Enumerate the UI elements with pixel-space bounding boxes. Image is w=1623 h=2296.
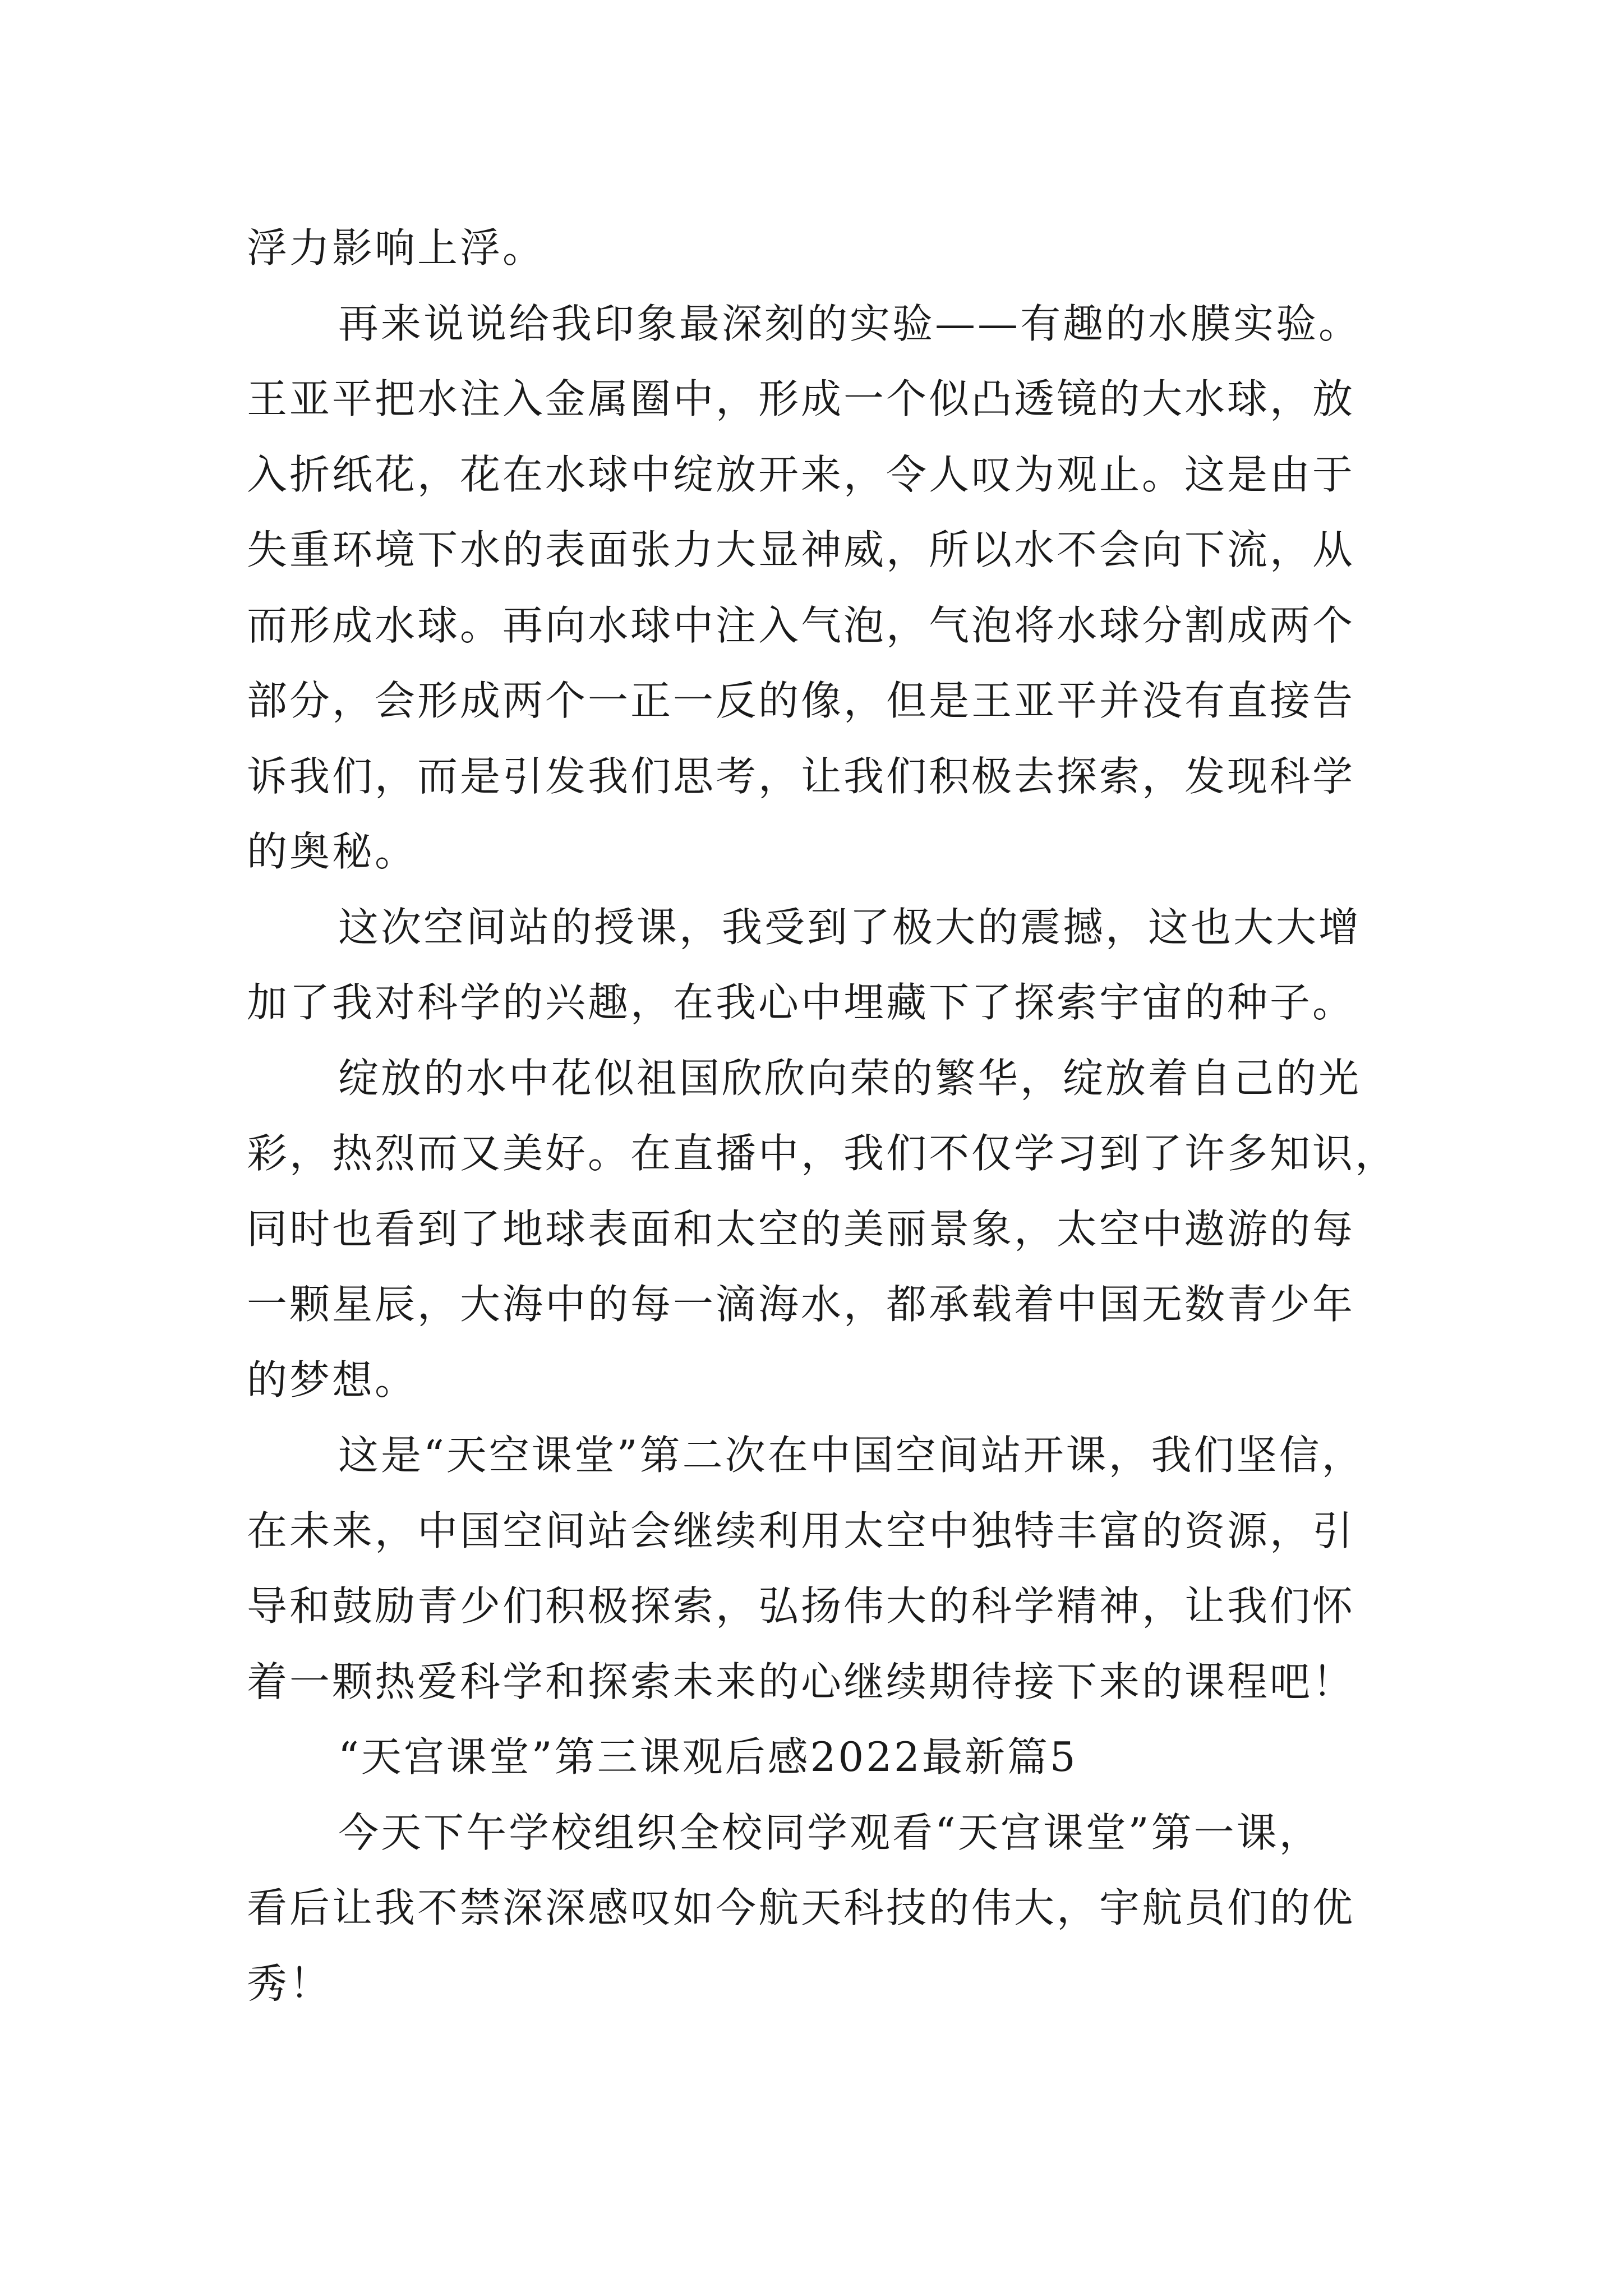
- text-line: 在未来，中国空间站会继续利用太空中独特丰富的资源，引: [247, 1507, 1355, 1554]
- document-body: [247, 210, 1396, 2021]
- paragraph-start-line: 今天下午学校组织全校同学观看“天宫课堂”第一课，: [338, 1809, 1322, 1856]
- text-line: 秀！: [247, 1959, 333, 2007]
- paragraph-start-line: 绽放的水中花似祖国欣欣向荣的繁华，绽放着自己的光: [338, 1054, 1362, 1102]
- text-line: 彩，热烈而又美好。在直播中，我们不仅学习到了许多知识，: [247, 1130, 1398, 1177]
- text-line: 诉我们，而是引发我们思考，让我们积极去探索，发现科学: [247, 752, 1355, 800]
- text-line: 入折纸花，花在水球中绽放开来，令人叹为观止。这是由于: [247, 450, 1355, 498]
- text-line: 部分，会形成两个一正一反的像，但是王亚平并没有直接告: [247, 677, 1355, 724]
- text-line: 王亚平把水注入金属圈中，形成一个似凸透镜的大水球，放: [247, 375, 1355, 422]
- section-heading: “天宫课堂”第三课观后感2022最新篇5: [338, 1733, 1078, 1780]
- paragraph-start-line: 这是“天空课堂”第二次在中国空间站开课，我们坚信，: [338, 1432, 1364, 1479]
- text-line: 的奥秘。: [247, 828, 418, 875]
- text-line: 一颗星辰，大海中的每一滴海水，都承载着中国无数青少年: [247, 1281, 1355, 1328]
- text-line: 同时也看到了地球表面和太空的美丽景象，太空中遨游的每: [247, 1205, 1355, 1253]
- text-line: 而形成水球。再向水球中注入气泡，气泡将水球分割成两个: [247, 601, 1355, 649]
- text-line: 的梦想。: [247, 1356, 418, 1404]
- text-line: 导和鼓励青少们积极探索，弘扬伟大的科学精神，让我们怀: [247, 1582, 1355, 1630]
- text-line: 着一颗热爱科学和探索未来的心继续期待接下来的课程吧！: [247, 1658, 1355, 1705]
- text-line: 失重环境下水的表面张力大显神威，所以水不会向下流，从: [247, 526, 1355, 573]
- text-line: 加了我对科学的兴趣，在我心中埋藏下了探索宇宙的种子。: [247, 979, 1355, 1026]
- paragraph-start-line: 这次空间站的授课，我受到了极大的震撼，这也大大增: [338, 903, 1362, 951]
- text-line: 看后让我不禁深深感叹如今航天科技的伟大，宇航员们的优: [247, 1884, 1355, 1931]
- text-line: 浮力影响上浮。: [247, 224, 546, 272]
- paragraph-start-line: 再来说说给我印象最深刻的实验——有趣的水膜实验。: [338, 300, 1362, 347]
